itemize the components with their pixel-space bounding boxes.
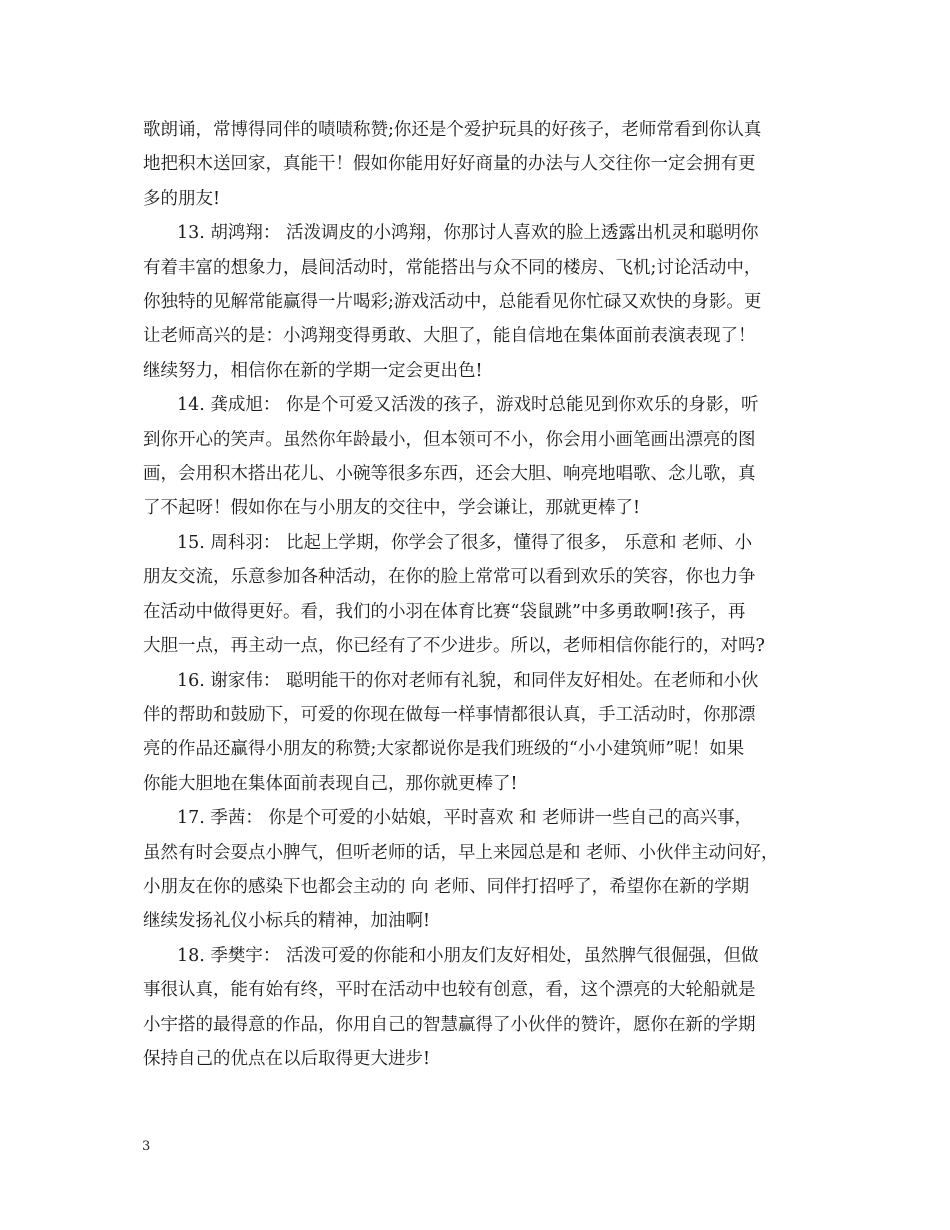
text-line: 画，会用积木搭出花儿、小碗等很多东西，还会大胆、响亮地唱歌、念儿歌，真	[143, 464, 756, 485]
text-line: 继续努力，相信你在新的学期一定会更出色!	[143, 360, 483, 381]
paragraph-13	[143, 216, 811, 388]
paragraph-18	[143, 939, 811, 1077]
paragraph-continuation	[143, 113, 811, 216]
text-line: 继续发扬礼仪小标兵的精神，加油啊!	[143, 911, 431, 932]
text-line: 了不起呀！假如你在与小朋友的交往中，学会谦让，那就更棒了!	[143, 498, 641, 519]
text-line: 你独特的见解常能赢得一片喝彩;游戏活动中，总能看见你忙碌又欢快的身影。更	[143, 292, 762, 313]
paragraph-14	[143, 388, 811, 526]
text-line: 让老师高兴的是：小鸿翔变得勇敢、大胆了，能自信地在集体面前表演表现了！	[143, 326, 756, 347]
text-line: 大胆一点，再主动一点，你已经有了不少进步。所以，老师相信你能行的，对吗?	[143, 636, 765, 657]
text-line: 16. 谢家伟： 聪明能干的你对老师有礼貌，和同伴友好相处。在老师和小伙	[177, 670, 759, 691]
text-line: 17. 季茜： 你是个可爱的小姑娘，平时喜欢 和 老师讲一些自己的高兴事，	[177, 808, 753, 829]
text-line: 朋友交流，乐意参加各种活动，在你的脸上常常可以看到欢乐的笑容，你也力争	[143, 567, 756, 588]
paragraph-17	[143, 801, 811, 939]
text-line: 伴的帮助和鼓励下，可爱的你现在做每一样事情都很认真，手工活动时，你那漂	[143, 704, 756, 725]
text-line: 你能大胆地在集体面前表现自己，那你就更棒了!	[143, 773, 518, 794]
text-line: 有着丰富的想象力，晨间活动时，常能搭出与众不同的楼房、飞机;讨论活动中，	[143, 257, 762, 278]
text-line: 15. 周科羽： 比起上学期，你学会了很多，懂得了很多， 乐意和 老师、小	[177, 532, 753, 553]
text-line: 小朋友在你的感染下也都会主动的 向 老师、同伴打招呼了，希望你在新的学期	[143, 876, 750, 897]
body-text	[143, 113, 811, 1076]
text-line: 歌朗诵，常博得同伴的啧啧称赞;你还是个爱护玩具的好孩子，老师常看到你认真	[143, 120, 762, 140]
paragraph-15	[143, 526, 811, 664]
text-line: 保持自己的优点在以后取得更大进步!	[143, 1048, 431, 1069]
text-line: 在活动中做得更好。看，我们的小羽在体育比赛“袋鼠跳”中多勇敢啊!孩子，再	[143, 601, 746, 622]
text-line: 虽然有时会耍点小脾气，但听老师的话，早上来园总是和 老师、小伙伴主动问好，	[143, 842, 779, 863]
text-line: 14. 龚成旭： 你是个可爱又活泼的孩子，游戏时总能见到你欢乐的身影，听	[177, 395, 759, 416]
text-line: 事很认真，能有始有终，平时在活动中也较有创意，看，这个漂亮的大轮船就是	[143, 980, 756, 1001]
page-number: 3	[142, 1139, 151, 1154]
text-line: 小宇搭的最得意的作品，你用自己的智慧赢得了小伙伴的赞许，愿你在新的学期	[143, 1014, 756, 1035]
paragraph-16	[143, 664, 811, 802]
text-line: 到你开心的笑声。虽然你年龄最小，但本领可不小，你会用小画笔画出漂亮的图	[143, 429, 756, 450]
text-line: 18. 季樊宇： 活泼可爱的你能和小朋友们友好相处，虽然脾气很倔强，但做	[177, 945, 759, 966]
text-line: 亮的作品还赢得小朋友的称赞;大家都说你是我们班级的“小小建筑师”呢！如果	[143, 739, 745, 760]
text-line: 地把积木送回家，真能干！假如你能用好好商量的办法与人交往你一定会拥有更	[143, 154, 756, 175]
text-line: 多的朋友!	[143, 188, 221, 209]
text-line: 13. 胡鸿翔： 活泼调皮的小鸿翔，你那讨人喜欢的脸上透露出机灵和聪明你	[177, 223, 759, 244]
